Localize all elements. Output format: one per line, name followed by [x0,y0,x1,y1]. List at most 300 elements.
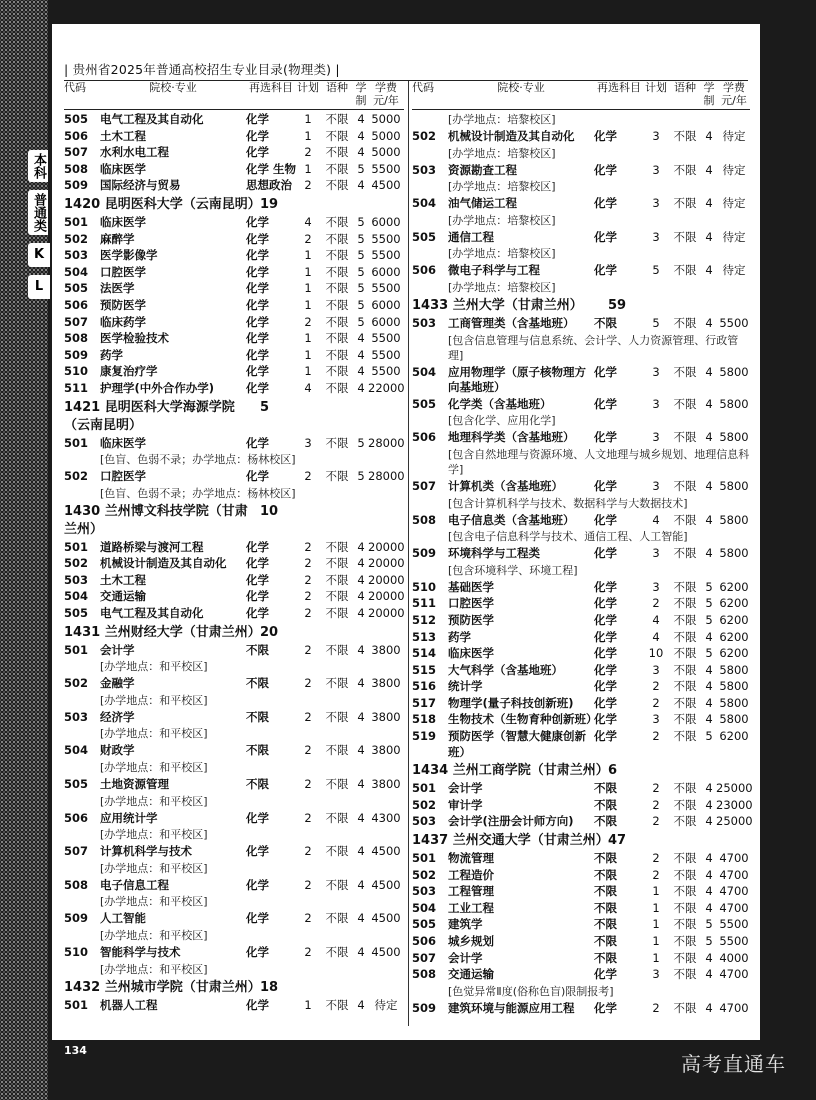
col-plan: 计划 [297,81,319,94]
required-subject: 化学 [246,945,269,959]
left-column [64,81,404,1014]
required-subject: 化学 [594,629,617,644]
major-row [64,556,404,572]
plan-count: 1 [304,281,312,296]
plan-count: 2 [304,911,312,926]
school-title: 1437 兰州交通大学（甘肃兰州） [412,833,609,849]
study-years: 5 [357,314,365,329]
school-heading [412,762,750,780]
major-code: 505 [412,917,437,932]
tuition-fee: 4700 [719,900,749,915]
tuition-fee: 5800 [719,712,749,727]
language: 不限 [673,884,697,899]
required-subject: 化学 [594,712,617,727]
tuition-fee: 20000 [368,556,405,571]
major-row [64,129,404,145]
major-code: 502 [412,129,437,143]
major-name: 城乡规划 [448,934,494,948]
tuition-fee: 4000 [719,950,749,965]
required-subject: 化学 [594,129,617,143]
tuition-fee: 待定 [374,997,398,1012]
tuition-fee: 28000 [368,435,405,450]
required-subject: 化学 [246,264,269,279]
major-row [64,436,404,452]
plan-count: 2 [304,606,312,621]
tuition-fee: 5800 [719,695,749,710]
language: 不限 [673,646,697,661]
major-name: 土木工程 [100,128,146,143]
major-name: 大气科学（含基地班） [448,662,563,677]
language: 不限 [325,606,349,621]
major-code: 506 [412,934,437,948]
study-years: 4 [357,877,365,892]
major-row [64,743,404,759]
major-name: 计算机类（含基地班） [448,478,563,493]
tuition-fee: 3800 [371,777,401,792]
major-note: [包含电子信息科学与技术、通信工程、人工智能] [448,530,688,544]
col-code: 代码 [412,81,434,94]
major-row [412,917,750,933]
tuition-fee: 5800 [719,512,749,527]
language: 不限 [325,347,349,362]
major-code: 502 [64,676,89,691]
required-subject: 化学 [246,606,269,621]
major-name: 口腔医学 [448,596,494,611]
major-name: 国际经济与贸易 [100,178,181,193]
tuition-fee: 6000 [371,214,401,229]
language: 不限 [673,196,697,211]
major-row [64,676,404,692]
major-row [64,112,404,128]
plan-count: 3 [304,435,312,450]
required-subject: 化学 [594,263,617,278]
major-code: 502 [412,867,437,882]
major-note: [包含信息管理与信息系统、会计学、人力资源管理、行政管理] [448,333,739,362]
plan-count: 2 [652,851,660,866]
tuition-fee: 20000 [368,606,405,621]
major-row [64,844,404,860]
major-name: 会计学(注册会计师方向) [448,814,574,829]
study-years: 5 [705,612,713,627]
required-subject: 化学 [246,281,269,296]
plan-count: 1 [304,997,312,1012]
tuition-fee: 4500 [371,877,401,892]
plan-count: 1 [304,128,312,143]
plan-count: 1 [304,297,312,312]
required-subject: 化学 [594,646,617,661]
major-code: 502 [64,556,89,571]
plan-count: 2 [304,589,312,604]
language: 不限 [673,867,697,882]
document-page [52,24,760,1040]
right-entries [412,112,753,1016]
language: 不限 [325,810,349,825]
tuition-fee: 6200 [719,629,749,644]
plan-count: 2 [304,539,312,554]
major-name: 建筑环境与能源应用工程 [448,1000,575,1015]
language: 不限 [673,229,697,244]
tuition-fee: 3800 [371,743,401,758]
required-subject: 化学 [246,112,269,126]
major-name: 电气工程及其自动化 [100,606,204,621]
side-tabs [28,150,50,307]
study-years: 4 [357,539,365,554]
plan-count: 2 [652,814,660,829]
major-name: 微电子科学与工程 [448,263,540,278]
tuition-fee: 25000 [716,781,753,796]
required-subject: 化学 [594,729,617,744]
study-years: 5 [357,281,365,296]
major-code: 505 [64,777,89,792]
tuition-fee: 4700 [719,884,749,899]
plan-count: 2 [304,810,312,825]
major-row [64,540,404,556]
required-subject: 化学 [594,1000,617,1015]
tuition-fee: 待定 [722,263,746,278]
required-subject: 化学 [246,556,269,571]
major-note: [办学地点：培黎校区] [448,146,556,160]
major-row [412,230,750,246]
major-code: 505 [412,396,437,411]
major-name: 临床医学 [100,161,146,176]
study-years: 4 [357,911,365,926]
major-row [64,878,404,894]
major-name: 口腔医学 [100,264,146,279]
language: 不限 [325,331,349,346]
major-code: 506 [412,430,437,445]
major-note: [办学地点：和平校区] [100,693,208,707]
major-code: 507 [64,314,89,329]
language: 不限 [673,917,697,932]
major-code: 507 [412,950,437,965]
major-name: 会计学 [100,642,135,657]
tuition-fee: 20000 [368,539,405,554]
study-years: 4 [357,556,365,571]
tuition-fee: 6200 [719,646,749,661]
study-years: 5 [705,596,713,611]
language: 不限 [673,364,697,379]
required-subject: 化学 [594,196,617,211]
major-name: 应用物理学（原子核物理方向基地班） [448,364,586,395]
tuition-fee: 6000 [371,314,401,329]
major-code: 508 [64,331,89,346]
study-years: 4 [705,900,713,915]
plan-count: 2 [652,867,660,882]
language: 不限 [325,214,349,229]
language: 不限 [325,297,349,312]
tuition-fee: 4500 [371,911,401,926]
study-years: 5 [357,469,365,484]
column-header [412,81,750,110]
major-name: 经济学 [100,709,135,724]
plan-count: 5 [652,315,660,330]
major-row [412,479,750,495]
major-note: [包含化学、应用化学] [448,414,556,428]
required-subject: 化学 [594,579,617,594]
school-quota: 20 [260,624,279,640]
major-code: 506 [64,297,89,312]
major-code: 505 [64,606,89,621]
major-row [412,729,750,760]
major-name: 水利水电工程 [100,145,169,160]
major-row [412,129,750,145]
study-years: 4 [357,364,365,379]
study-years: 4 [705,396,713,411]
language: 不限 [673,797,697,812]
study-years: 4 [705,884,713,899]
study-years: 4 [357,642,365,657]
major-code: 503 [412,315,437,330]
tuition-fee: 5800 [719,546,749,561]
major-note: [办学地点：培黎校区] [448,213,556,227]
major-note: [办学地点：和平校区] [100,794,208,808]
study-years: 4 [357,589,365,604]
major-name: 工程造价 [448,867,494,882]
major-name: 机械设计制造及其自动化 [448,129,575,143]
major-name: 建筑学 [448,917,483,932]
school-heading [64,624,404,642]
language: 不限 [325,997,349,1012]
major-row [412,884,750,900]
major-name: 电子信息工程 [100,877,169,892]
plan-count: 3 [652,129,660,143]
plan-count: 4 [652,612,660,627]
required-subject: 化学 [594,967,617,982]
required-subject: 不限 [246,676,269,691]
language: 不限 [673,1000,697,1015]
language: 不限 [673,162,697,177]
major-code: 503 [412,814,437,829]
right-column [412,81,753,1017]
required-subject: 化学 [246,364,269,379]
study-years: 4 [357,331,365,346]
language: 不限 [673,814,697,829]
required-subject: 化学 [246,589,269,604]
required-subject: 化学 [246,297,269,312]
major-code: 506 [64,810,89,825]
required-subject: 化学 [246,214,269,229]
major-note: [办学地点：培黎校区] [448,247,556,261]
major-code: 509 [64,347,89,362]
major-code: 503 [64,248,89,263]
language: 不限 [673,900,697,915]
plan-count: 2 [304,572,312,587]
plan-count: 2 [304,676,312,691]
tuition-fee: 待定 [722,229,746,244]
study-years: 4 [705,712,713,727]
language: 不限 [325,314,349,329]
school-title: 1431 兰州财经大学（甘肃兰州） [64,624,261,640]
study-years: 4 [705,364,713,379]
major-name: 油气储运工程 [448,196,517,211]
study-years: 4 [705,851,713,866]
major-row [412,901,750,917]
tuition-fee: 4500 [371,844,401,859]
major-row [412,316,750,332]
major-name: 交通运输 [448,967,494,982]
major-code: 501 [64,435,89,450]
plan-count: 1 [652,900,660,915]
side-tab-undergrad[interactable]: 本科 [28,150,48,182]
major-name: 临床医学 [448,646,494,661]
major-name: 预防医学（智慧大健康创新班） [448,729,586,759]
plan-count: 2 [304,314,312,329]
tuition-fee: 25000 [716,814,753,829]
study-years: 4 [357,743,365,758]
plan-count: 2 [652,1000,660,1015]
plan-count: 1 [304,161,312,176]
col-plan: 计划 [645,81,667,94]
language: 不限 [325,128,349,143]
side-tab-general[interactable]: 普通类 [28,190,48,235]
required-subject: 化学 [246,997,269,1012]
required-subject: 化学 [594,430,617,445]
required-subject: 化学 [246,435,269,450]
major-name: 资源勘查工程 [448,162,517,177]
plan-count: 2 [304,556,312,571]
school-title: 1434 兰州工商学院（甘肃兰州） [412,763,609,779]
major-code: 509 [64,911,89,926]
study-years: 5 [357,435,365,450]
study-years: 4 [705,229,713,244]
school-heading [64,196,404,214]
major-name: 预防医学 [448,612,494,627]
required-subject: 化学 [594,229,617,244]
plan-count: 3 [652,478,660,493]
study-years: 5 [357,214,365,229]
plan-count: 3 [652,229,660,244]
major-name: 通信工程 [448,229,494,244]
study-years: 4 [357,709,365,724]
language: 不限 [673,396,697,411]
study-years: 4 [357,112,365,126]
school-heading [412,297,750,315]
major-row [412,646,750,662]
major-code: 503 [412,884,437,899]
plan-count: 1 [652,950,660,965]
study-years: 4 [357,676,365,691]
major-code: 506 [412,263,437,278]
tuition-fee: 5500 [371,161,401,176]
school-heading [64,979,404,997]
study-years: 4 [705,662,713,677]
major-code: 511 [412,596,437,611]
required-subject: 化学 [246,314,269,329]
language: 不限 [673,512,697,527]
col-code: 代码 [64,81,86,94]
major-code: 504 [412,364,437,379]
major-code: 505 [64,281,89,296]
major-row [412,663,750,679]
required-subject: 不限 [594,900,617,915]
language: 不限 [673,695,697,710]
col-lang: 语种 [674,81,696,94]
school-quota: 47 [608,833,627,849]
major-note: [办学地点：和平校区] [100,727,208,741]
tuition-fee: 5500 [371,231,401,246]
school-title: 1430 兰州博文科技学院（甘肃兰州） [64,503,248,537]
column-divider [408,81,409,1026]
major-code: 512 [412,612,437,627]
major-row [64,265,404,281]
major-name: 统计学 [448,679,483,694]
language: 不限 [673,629,697,644]
plan-count: 10 [648,646,664,661]
tuition-fee: 4700 [719,867,749,882]
required-subject: 化学 [246,128,269,143]
plan-count: 1 [304,264,312,279]
major-code: 504 [64,589,89,604]
required-subject: 不限 [246,642,269,657]
language: 不限 [325,572,349,587]
plan-count: 2 [652,797,660,812]
required-subject: 化学 [594,695,617,710]
watermark-brand: 高考直通车 [681,1052,786,1076]
language: 不限 [325,709,349,724]
major-name: 口腔医学 [100,469,146,484]
language: 不限 [325,556,349,571]
major-note: [办学地点：和平校区] [100,895,208,909]
major-note: [色盲、色弱不录；办学地点：杨林校区] [100,486,296,500]
language: 不限 [673,579,697,594]
tuition-fee: 5800 [719,478,749,493]
major-code: 507 [64,844,89,859]
major-code: 505 [412,229,437,244]
major-row [412,797,753,814]
major-name: 土木工程 [100,572,146,587]
study-years: 4 [357,997,365,1012]
study-years: 4 [705,950,713,965]
study-years: 4 [357,777,365,792]
study-years: 4 [705,263,713,278]
required-subject: 不限 [594,781,617,796]
tuition-fee: 4700 [719,967,749,982]
major-code: 503 [412,162,437,177]
language: 不限 [325,178,349,193]
major-row [412,1001,750,1017]
column-header [64,81,404,110]
school-title: 1433 兰州大学（甘肃兰州） [412,297,583,313]
plan-count: 4 [652,512,660,527]
school-heading [64,503,404,539]
plan-count: 3 [652,364,660,379]
major-row [412,781,753,797]
required-subject: 化学 [594,679,617,694]
major-name: 道路桥梁与渡河工程 [100,539,204,554]
language: 不限 [673,729,697,744]
major-code: 503 [64,572,89,587]
major-code: 510 [412,579,437,594]
tuition-fee: 5800 [719,396,749,411]
plan-count: 5 [652,263,660,278]
major-name: 医学检验技术 [100,331,169,346]
school-title: 1432 兰州城市学院（甘肃兰州） [64,979,261,995]
required-subject: 不限 [246,777,269,792]
plan-count: 3 [652,396,660,411]
side-tab-k[interactable]: K [28,243,50,267]
major-row [64,777,404,793]
major-name: 电子信息类（含基地班） [448,512,575,527]
major-row [412,679,750,695]
plan-count: 1 [304,248,312,263]
major-note: [办学地点：培黎校区] [448,280,556,294]
school-heading [412,832,750,850]
tuition-fee: 5500 [719,934,749,948]
required-subject: 化学 [246,469,269,484]
plan-count: 3 [652,662,660,677]
language: 不限 [673,950,697,965]
side-tab-l[interactable]: L [28,275,50,299]
